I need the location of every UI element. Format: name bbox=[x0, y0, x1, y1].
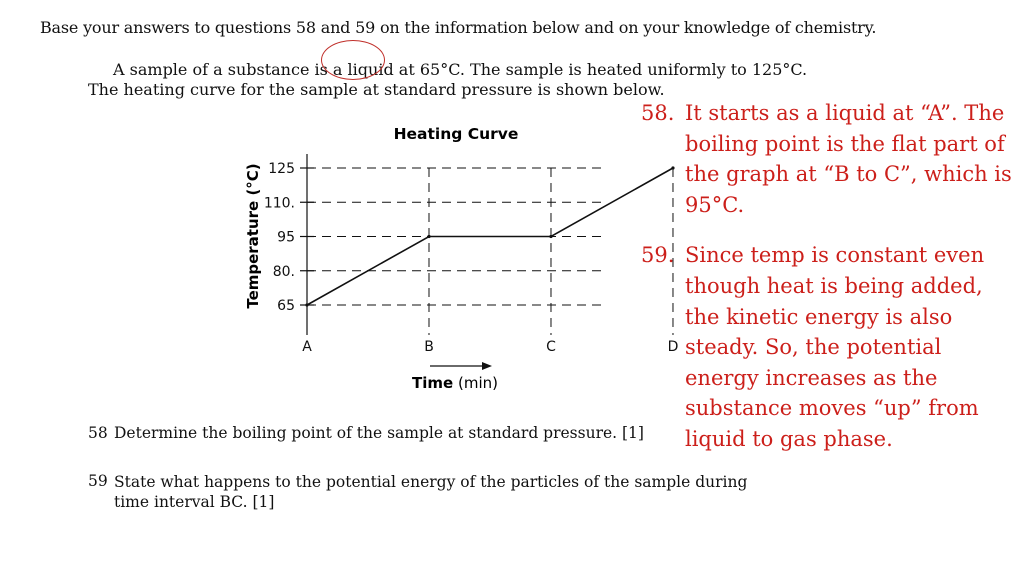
time-arrow-head bbox=[482, 362, 492, 370]
x-tick-label-A: A bbox=[302, 339, 312, 355]
x-axis-label bbox=[412, 374, 498, 392]
y-tick-label-80: 80. bbox=[272, 263, 295, 280]
y-tick-label-65: 65 bbox=[277, 298, 295, 314]
curve-description: The heating curve for the sample at standard pressure is shown below. bbox=[88, 80, 665, 99]
answer-59 bbox=[641, 240, 1015, 454]
question-59 bbox=[88, 472, 774, 512]
answer-annotations bbox=[641, 98, 1015, 455]
question-58-text: Determine the boiling point of the sample at standard pressure. [1] bbox=[114, 424, 644, 442]
data-point-C bbox=[549, 235, 552, 238]
answer-59-number: 59. bbox=[641, 243, 675, 268]
answer-58-number: 58. bbox=[641, 101, 675, 125]
y-axis-label: Temperature (°C) bbox=[244, 163, 262, 309]
question-59-text: State what happens to the potential energy of the particles of the sample during time interval BC. [1] bbox=[114, 473, 748, 511]
answer-58 bbox=[641, 98, 1015, 220]
sample-word-liquid: liquid bbox=[347, 60, 394, 79]
x-tick-label-D: D bbox=[667, 339, 679, 355]
data-point-B bbox=[427, 235, 430, 238]
answer-59-text: Since temp is constant even though heat is being added, the kinetic energy is also steady. So, the potential energy increases as the substance moves “up” from liquid to gas phase. bbox=[685, 243, 985, 451]
question-58 bbox=[88, 424, 644, 442]
question-58-number: 58 bbox=[88, 424, 108, 442]
y-tick-label-95: 95 bbox=[277, 229, 295, 246]
x-tick-label-B: B bbox=[424, 339, 434, 355]
data-point-A bbox=[305, 303, 308, 306]
intro-text: Base your answers to questions 58 and 59 on the information below and on your knowledge of chemistry. bbox=[40, 18, 877, 37]
series-line-0 bbox=[307, 168, 673, 305]
chart-plot-area bbox=[264, 154, 679, 370]
x-tick-label-C: C bbox=[546, 339, 556, 355]
y-tick-label-125: 125 bbox=[268, 161, 295, 177]
x-axis-label-name: Time bbox=[412, 374, 454, 392]
sample-post: at 65°C. The sample is heated uniformly to 125°C. bbox=[393, 60, 808, 79]
sample-pre: A sample of a substance is a bbox=[113, 60, 348, 79]
question-59-number: 59 bbox=[88, 472, 108, 490]
answer-58-text: It starts as a liquid at “A”. The boiling point is the flat part of the graph at “B to C”, which is 95°C. bbox=[685, 101, 1012, 217]
chart-title: Heating Curve bbox=[393, 125, 519, 143]
y-tick-label-110: 110. bbox=[263, 195, 295, 212]
x-axis-label-unit: (min) bbox=[457, 374, 498, 392]
